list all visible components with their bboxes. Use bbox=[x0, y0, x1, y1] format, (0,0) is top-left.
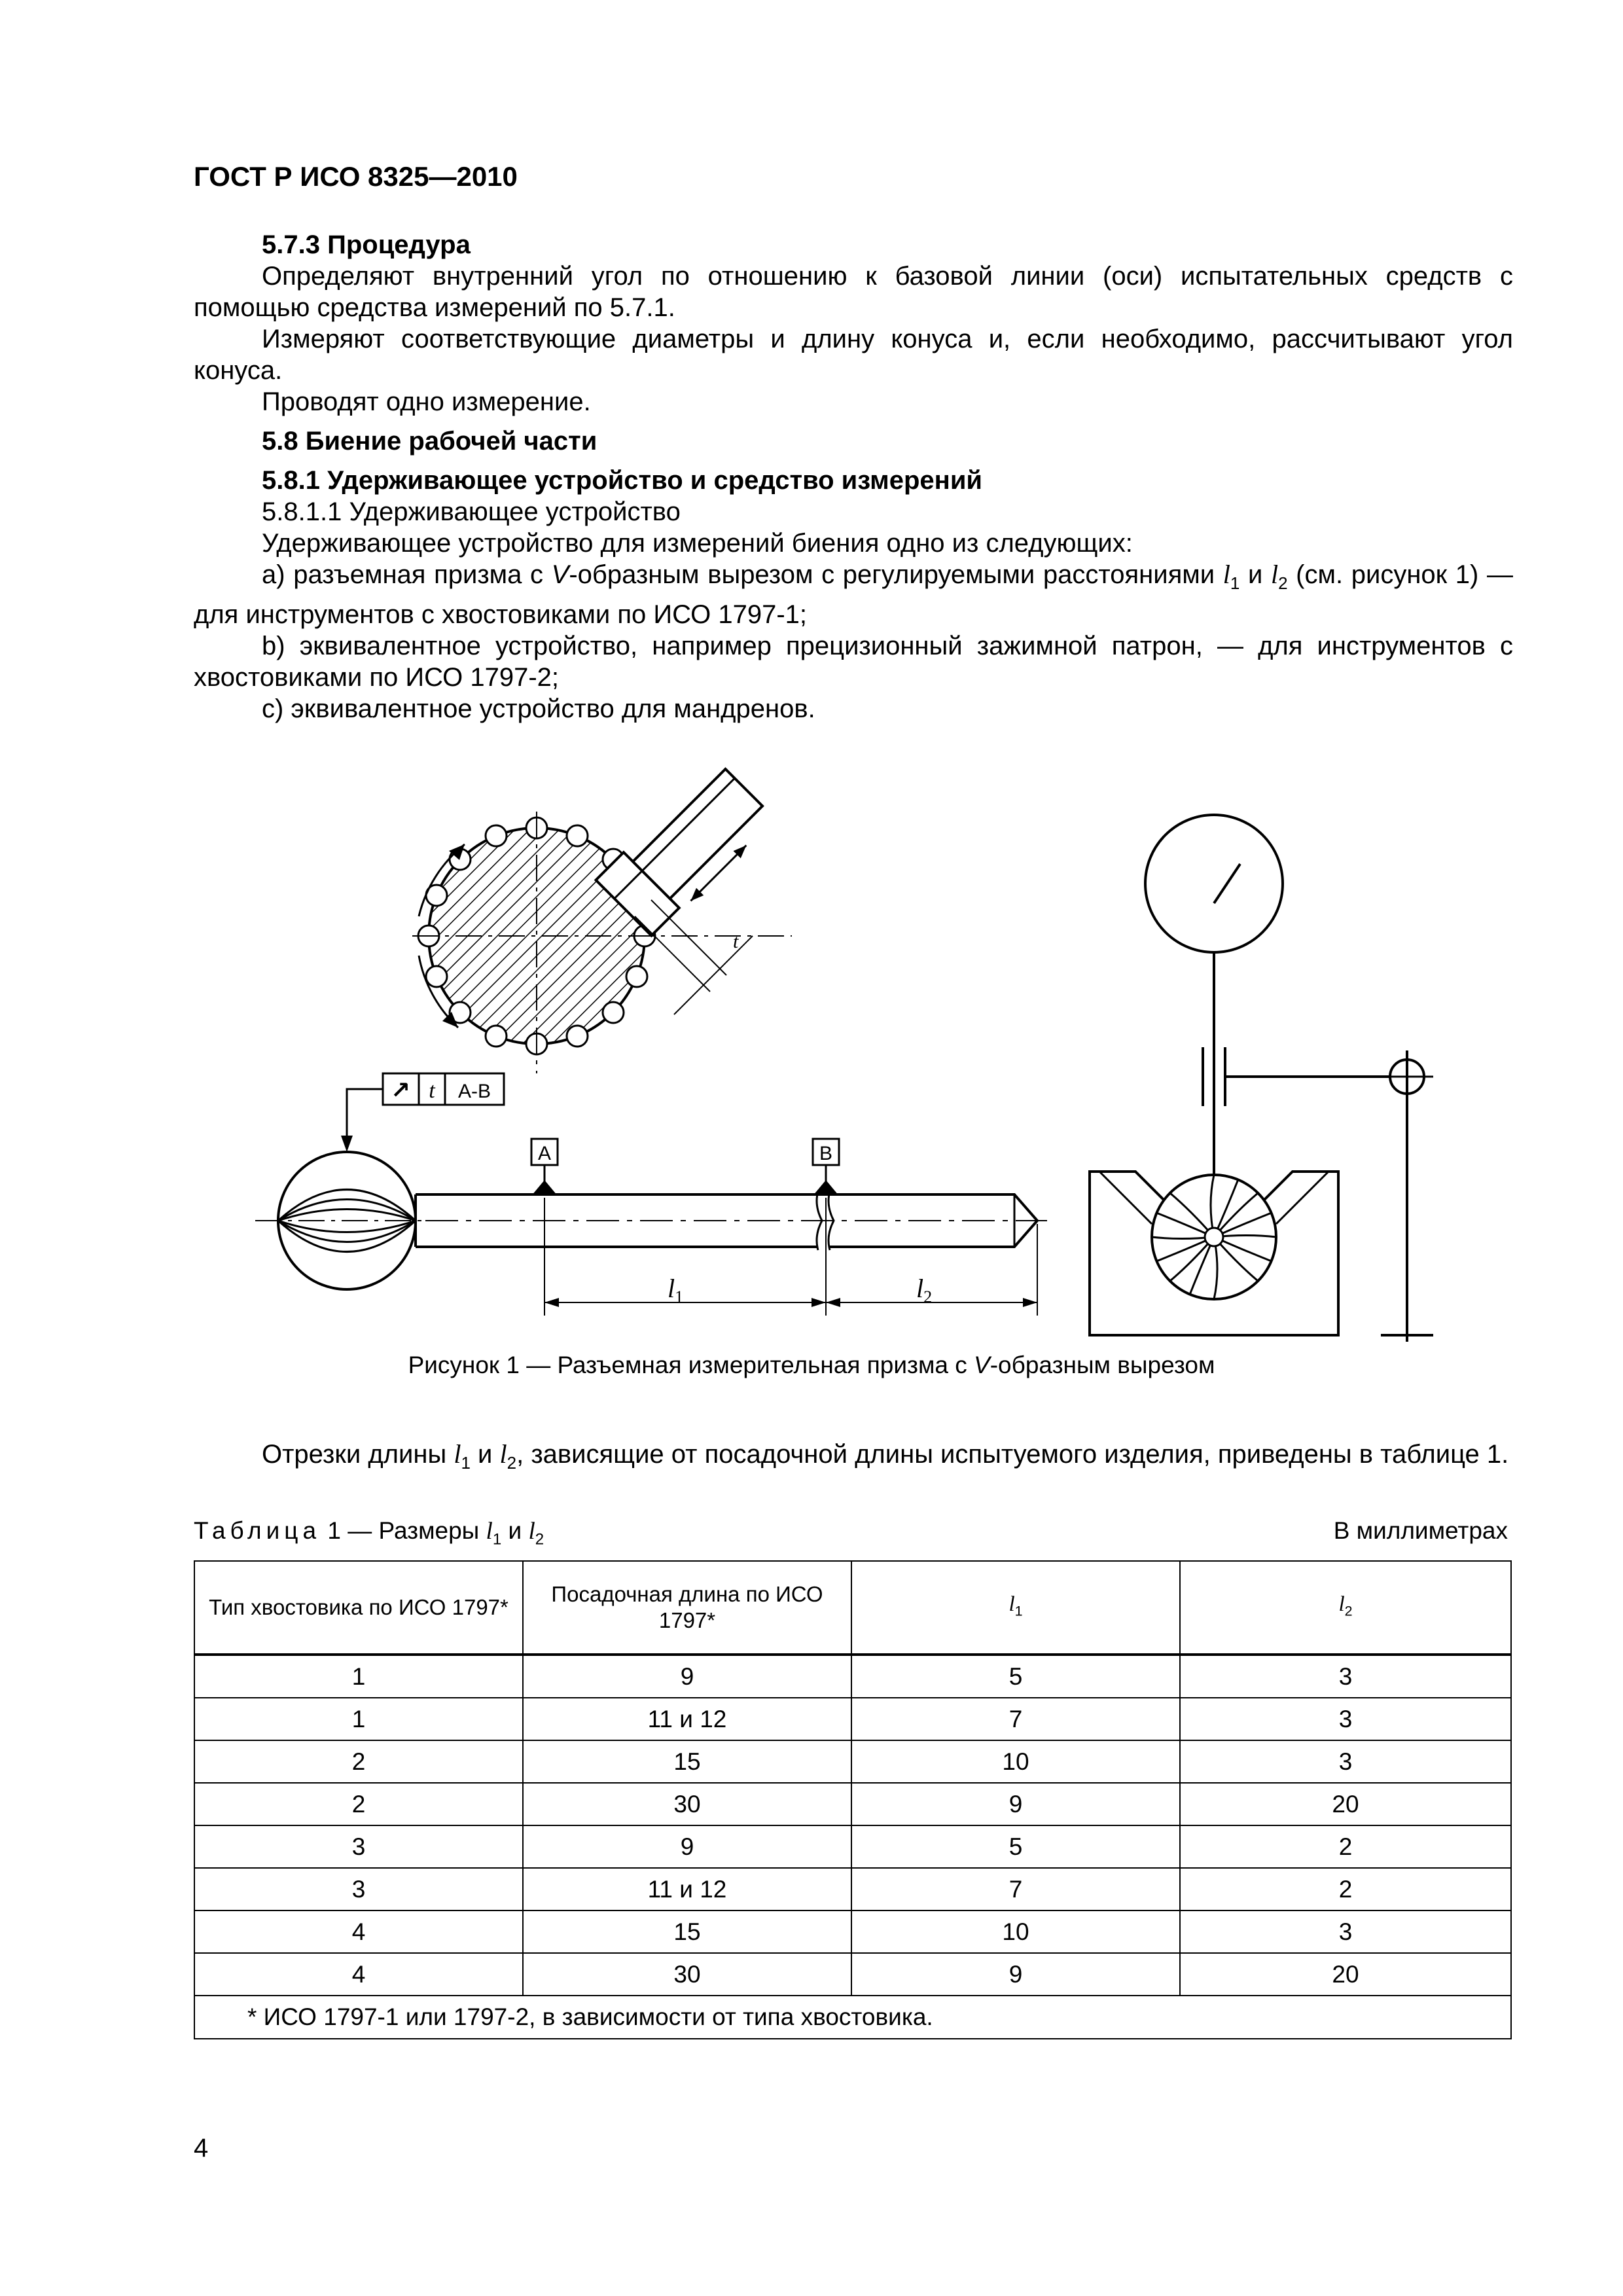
table-cell: 9 bbox=[523, 1825, 851, 1868]
table-row bbox=[194, 1825, 1511, 1868]
ball-cutter-head bbox=[255, 1152, 425, 1289]
tolerance-datum: A-B bbox=[457, 1081, 491, 1102]
table-body bbox=[194, 1655, 1511, 2039]
table-cell: 11 и 12 bbox=[523, 1868, 851, 1910]
table-cell: 3 bbox=[1180, 1740, 1511, 1783]
table-cell: 9 bbox=[851, 1953, 1180, 1996]
paragraph: Проводят одно измерение. bbox=[262, 387, 591, 416]
table-cell: 10 bbox=[851, 1910, 1180, 1953]
table-cell: 2 bbox=[1180, 1825, 1511, 1868]
table-row bbox=[194, 1953, 1511, 1996]
table-row bbox=[194, 1868, 1511, 1910]
figure-1-v-block bbox=[249, 740, 1505, 1342]
table-units: В миллиметрах bbox=[1333, 1517, 1508, 1544]
svg-text:A: A bbox=[537, 1143, 552, 1164]
list-item-b: b) эквивалентное устройство, например прецизионный зажимной патрон, — для инструментов с хвостовиками по ИСО 1797-2; bbox=[194, 632, 1513, 692]
table-cell: 10 bbox=[851, 1740, 1180, 1783]
list-item-c: c) эквивалентное устройство для мандренов. bbox=[262, 694, 815, 723]
datum-a bbox=[531, 1139, 558, 1196]
table-cell: 30 bbox=[523, 1783, 851, 1825]
table-cell: 20 bbox=[1180, 1953, 1511, 1996]
paragraph: Определяют внутренний угол по отношению к базовой линии (оси) испытательных средств с помощью средства измерений по 5.7.1. bbox=[194, 262, 1513, 322]
datum-b bbox=[813, 1139, 839, 1196]
svg-text:B: B bbox=[819, 1143, 833, 1164]
table-title: Таблица 1 — Размеры $l_1$ и $l_2$ bbox=[194, 1517, 544, 1549]
table-cell: 2 bbox=[194, 1783, 523, 1825]
list-item-a: a) разъемная призма с V-образным вырезом с регулируемыми расстояниями $l_1$ и $l_2$ (см. рисунок 1) — для инструментов с хвостовиками по ИСО 1797-1; bbox=[194, 560, 1513, 629]
table-footnote-row bbox=[194, 1996, 1511, 2039]
section-5-7-3-title: 5.7.3 Процедура bbox=[262, 230, 471, 259]
table-cell: 2 bbox=[194, 1740, 523, 1783]
table-row bbox=[194, 1740, 1511, 1783]
table-row bbox=[194, 1910, 1511, 1953]
table-row bbox=[194, 1783, 1511, 1825]
section-5-8-1-title: 5.8.1 Удерживающее устройство и средство измерений bbox=[262, 466, 983, 495]
table-cell: 3 bbox=[194, 1868, 523, 1910]
table-cell: 5 bbox=[851, 1655, 1180, 1698]
table-cell: 4 bbox=[194, 1953, 523, 1996]
tolerance-frame bbox=[341, 1073, 504, 1152]
document-header: ГОСТ Р ИСО 8325—2010 bbox=[194, 161, 518, 192]
dimensions-table bbox=[194, 1560, 1512, 2039]
section-5-7-3 bbox=[194, 229, 1513, 725]
paragraph-lengths: Отрезки длины $l_1$ и $l_2$, зависящие от посадочной длины испытуемого изделия, приведены в таблице 1. bbox=[262, 1439, 1509, 1473]
runout-symbol: ↗ bbox=[390, 1077, 411, 1103]
table-cell: 15 bbox=[523, 1740, 851, 1783]
table-cell: 20 bbox=[1180, 1783, 1511, 1825]
table-cell: 30 bbox=[523, 1953, 851, 1996]
dim-l1-label: $l_1$ bbox=[668, 1274, 684, 1306]
table-cell: 9 bbox=[851, 1783, 1180, 1825]
paragraph: Измеряют соответствующие диаметры и длину конуса и, если необходимо, рассчитывают угол конуса. bbox=[194, 325, 1513, 385]
table-cell: 3 bbox=[1180, 1910, 1511, 1953]
col-fit-length: Посадочная длина по ИСО 1797* bbox=[523, 1561, 851, 1655]
shank bbox=[416, 1191, 1047, 1250]
dimension-lines bbox=[544, 1198, 1037, 1316]
tolerance-value: t bbox=[429, 1079, 435, 1103]
cutter-end-view bbox=[1152, 1175, 1276, 1299]
col-l1: $l_1$ bbox=[851, 1561, 1180, 1655]
table-cell: 7 bbox=[851, 1698, 1180, 1740]
table-cell: 2 bbox=[1180, 1868, 1511, 1910]
dim-l2-label: $l_2$ bbox=[916, 1274, 933, 1306]
table-cell: 15 bbox=[523, 1910, 851, 1953]
table-cell: 7 bbox=[851, 1868, 1180, 1910]
col-l2: $l_2$ bbox=[1180, 1561, 1511, 1655]
table-footnote: * ИСО 1797-1 или 1797-2, в зависимости от типа хвостовика. bbox=[194, 1996, 1511, 2039]
table-cell: 1 bbox=[194, 1655, 523, 1698]
table-cell: 11 и 12 bbox=[523, 1698, 851, 1740]
section-5-8-title: 5.8 Биение рабочей части bbox=[262, 427, 597, 456]
table-row bbox=[194, 1655, 1511, 1698]
paragraph: Удерживающее устройство для измерений биения одно из следующих: bbox=[262, 529, 1133, 558]
table-cell: 3 bbox=[1180, 1698, 1511, 1740]
col-shank-type: Тип хвостовика по ИСО 1797* bbox=[194, 1561, 523, 1655]
section-5-8-1-1-title: 5.8.1.1 Удерживающее устройство bbox=[262, 497, 681, 526]
table-cell: 3 bbox=[194, 1825, 523, 1868]
table-cell: 9 bbox=[523, 1655, 851, 1698]
table-cell: 4 bbox=[194, 1910, 523, 1953]
page-number: 4 bbox=[194, 2134, 209, 2162]
figure-caption: Рисунок 1 — Разъемная измерительная призма с V-образным вырезом bbox=[408, 1352, 1215, 1378]
t-label: t bbox=[733, 931, 739, 952]
table-cell: 1 bbox=[194, 1698, 523, 1740]
table-cell: 3 bbox=[1180, 1655, 1511, 1698]
table-row bbox=[194, 1698, 1511, 1740]
table-header-row bbox=[194, 1561, 1511, 1655]
table-cell: 5 bbox=[851, 1825, 1180, 1868]
